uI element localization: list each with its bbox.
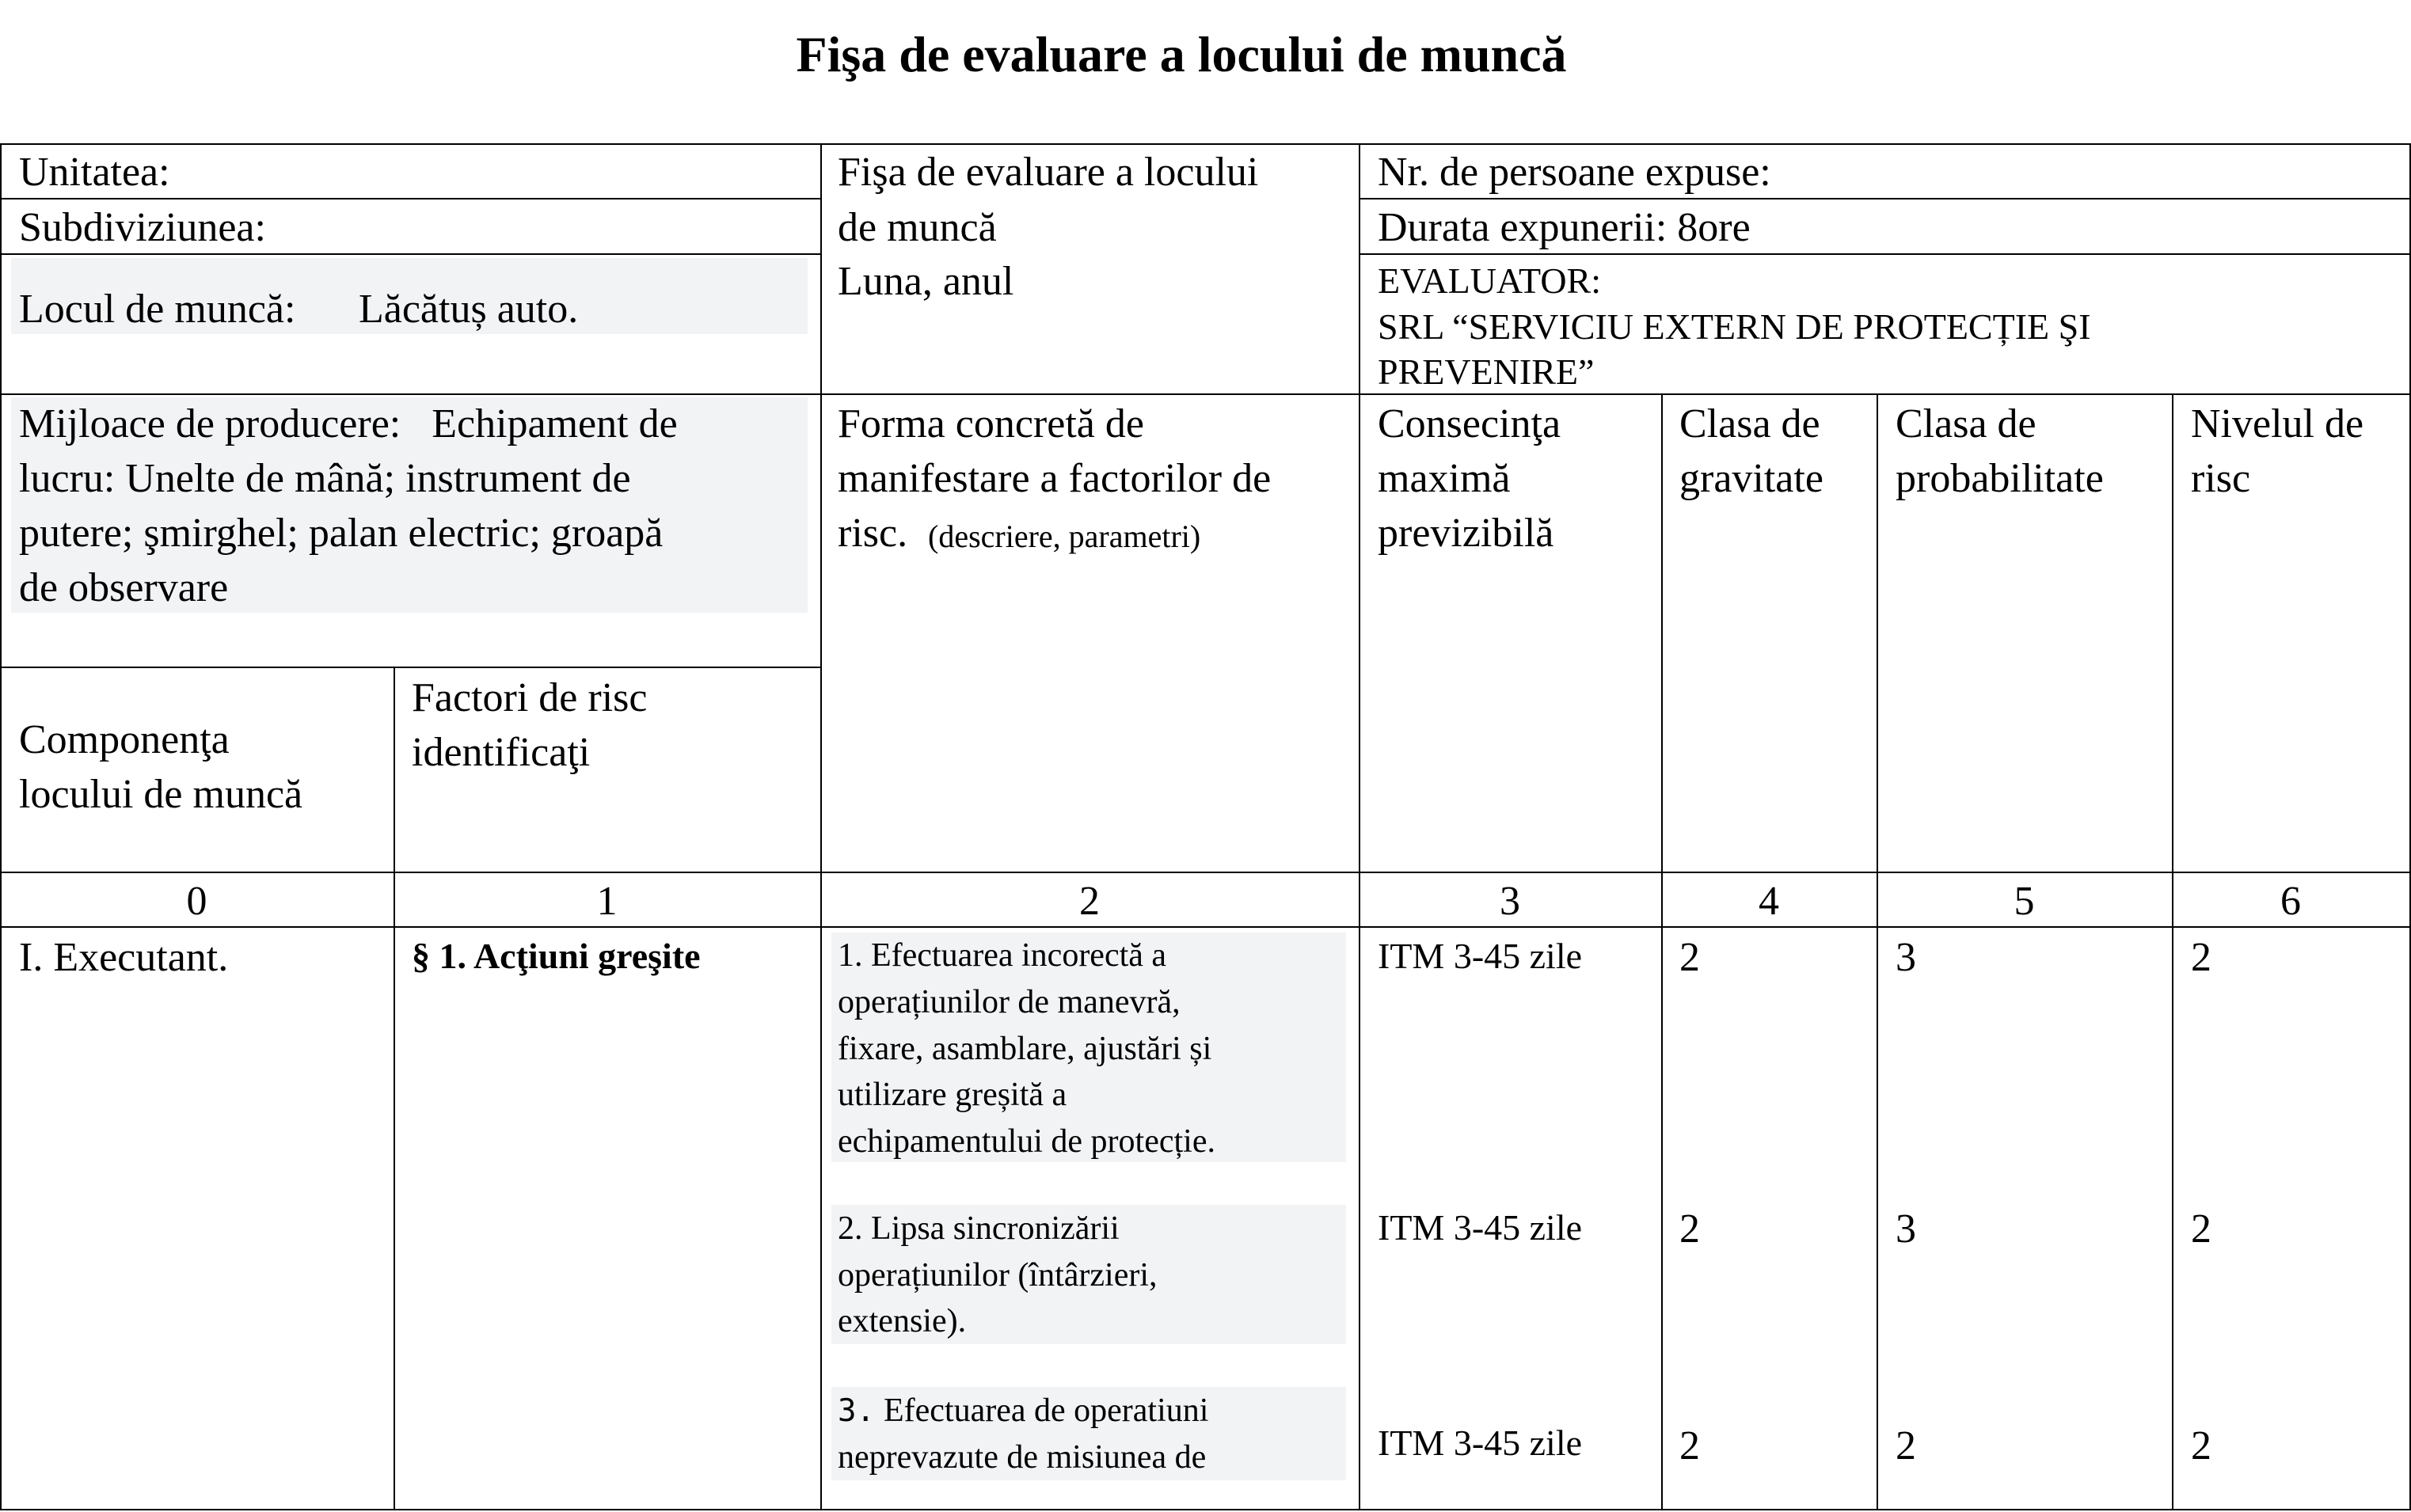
consecinta-header-1: Consecinţa — [1378, 401, 1561, 446]
evaluator-label: EVALUATOR: — [1378, 260, 1601, 301]
mijloace-line-2: lucru: Unelte de mână; instrument de — [19, 456, 631, 501]
nivel-header-1: Nivelul de — [2191, 401, 2364, 446]
grid-line-bottom — [0, 1509, 2411, 1510]
row3-desc-line-2: neprevazute de misiunea de — [838, 1439, 1207, 1476]
row3-desc-number: 3. — [838, 1393, 875, 1429]
mijloace-line-3: putere; şmirghel; palan electric; groapă — [19, 511, 664, 556]
col-number-5: 5 — [2014, 879, 2035, 924]
col-number-3: 3 — [1500, 879, 1520, 924]
row1-gravitate: 2 — [1679, 935, 1700, 980]
consecinta-header-3: previzibilă — [1378, 511, 1554, 556]
col-number-0: 0 — [186, 879, 207, 924]
row2-desc-line-3: extensie). — [838, 1303, 967, 1339]
unitatea-label: Unitatea: — [19, 150, 170, 195]
col-number-6: 6 — [2280, 879, 2301, 924]
evaluator-line-2: SRL “SERVICIU EXTERN DE PROTECȚIE ŞI — [1378, 306, 2091, 347]
row2-nivel: 2 — [2191, 1206, 2211, 1252]
grid-line — [394, 667, 395, 1510]
row3-gravitate: 2 — [1679, 1423, 1700, 1468]
grid-line — [1661, 393, 1663, 1510]
probabilitate-header-2: probabilitate — [1896, 456, 2104, 501]
row1-consecinta: ITM 3-45 zile — [1378, 936, 1583, 976]
row2-gravitate: 2 — [1679, 1206, 1700, 1252]
forma-header-3b: (descriere, parametri) — [928, 519, 1201, 554]
forma-header-2: manifestare a factorilor de — [838, 456, 1272, 501]
col-number-1: 1 — [596, 879, 618, 924]
grid-line — [820, 143, 822, 1510]
row1-desc-line-5: echipamentului de protecție. — [838, 1123, 1215, 1160]
evaluator-line-3: PREVENIRE” — [1378, 351, 1595, 392]
executant-label: I. Executant. — [19, 935, 229, 980]
mijloace-line-1: Mijloace de producere: Echipament de — [19, 401, 678, 446]
probabilitate-header-1: Clasa de — [1896, 401, 2036, 446]
row3-probabilitate: 2 — [1896, 1423, 1916, 1468]
col-number-4: 4 — [1759, 879, 1779, 924]
componenta-header-1: Componenţa — [19, 717, 230, 762]
locul-value: Lăcătuș auto. — [359, 287, 579, 332]
row2-desc-line-2: operațiunilor (întârzieri, — [838, 1257, 1158, 1294]
fisa-line-2: de muncă — [838, 205, 997, 250]
col-number-2: 2 — [1079, 879, 1100, 924]
forma-header-3a: risc. — [838, 511, 908, 556]
grid-line — [0, 872, 2411, 873]
nivel-header-2: risc — [2191, 456, 2251, 501]
factor-actiuni-gresite: § 1. Acţiuni greşite — [412, 936, 701, 976]
consecinta-header-2: maximă — [1378, 456, 1511, 501]
row3-consecinta: ITM 3-45 zile — [1378, 1423, 1583, 1463]
row1-desc-line-4: utilizare greșită a — [838, 1077, 1067, 1113]
componenta-header-2: locului de muncă — [19, 772, 303, 817]
fisa-line-1: Fişa de evaluare a locului — [838, 150, 1259, 195]
row1-desc-line-3: fixare, asamblare, ajustări și — [838, 1031, 1212, 1067]
grid-line — [1359, 143, 1360, 1510]
luna-anul: Luna, anul — [838, 259, 1014, 304]
grid-line — [0, 393, 2411, 395]
page-title: Fişa de evaluare a locului de muncă — [796, 26, 1567, 82]
gravitate-header-1: Clasa de — [1679, 401, 1820, 446]
row1-nivel: 2 — [2191, 935, 2211, 980]
factori-header-1: Factori de risc — [412, 675, 648, 720]
row3-nivel: 2 — [2191, 1423, 2211, 1468]
forma-header-1: Forma concretă de — [838, 401, 1144, 446]
row1-desc-line-1: 1. Efectuarea incorectă a — [838, 937, 1167, 974]
nr-persoane-label: Nr. de persoane expuse: — [1378, 150, 1771, 195]
row2-desc-line-1: 2. Lipsa sincronizării — [838, 1210, 1120, 1247]
grid-line — [1877, 393, 1878, 1510]
mijloace-line-4: de observare — [19, 565, 229, 610]
row1-desc-line-2: operațiunilor de manevră, — [838, 984, 1181, 1020]
subdiviziunea-label: Subdiviziunea: — [19, 205, 266, 250]
row1-probabilitate: 3 — [1896, 935, 1916, 980]
row2-consecinta: ITM 3-45 zile — [1378, 1207, 1583, 1248]
row3-desc-line-1: Efectuarea de operatiuni — [884, 1392, 1209, 1429]
grid-line-left — [0, 143, 2, 1510]
gravitate-header-2: gravitate — [1679, 456, 1823, 501]
grid-line — [0, 667, 820, 668]
row2-probabilitate: 3 — [1896, 1206, 1916, 1252]
grid-line — [2172, 393, 2173, 1510]
durata-expunerii: Durata expunerii: 8ore — [1378, 205, 1751, 250]
locul-label: Locul de muncă: — [19, 287, 296, 332]
factori-header-2: identificaţi — [412, 730, 591, 775]
